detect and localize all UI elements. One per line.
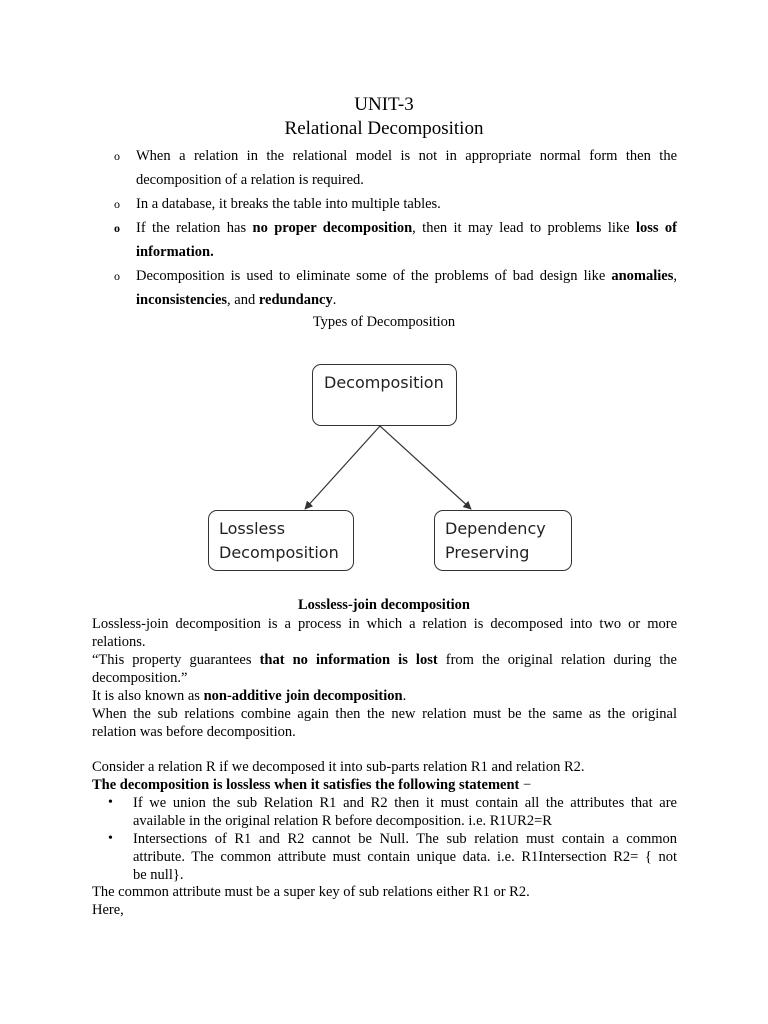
bullet-text-line: information.: [136, 244, 214, 260]
bullet-text-line: When a relation in the relational model is not in appropriate normal form then the: [136, 148, 677, 164]
lossless-node: [208, 510, 354, 571]
bullet-marker: o: [114, 197, 120, 211]
paragraph-line: It is also known as non-additive join decomposition.: [92, 688, 407, 704]
paragraph-line: “This property guarantees that no information is lost from the original relation during the: [92, 652, 677, 668]
page-title: Relational Decomposition: [284, 118, 484, 139]
paragraph-line: Consider a relation R if we decomposed it into sub-parts relation R1 and relation R2.: [92, 759, 585, 775]
bullet-text-line: In a database, it breaks the table into multiple tables.: [136, 196, 441, 212]
bullet-marker: o: [114, 269, 120, 283]
condition-line: attribute. The common attribute must contain unique data. i.e. R1Intersection R2= { not: [133, 849, 677, 865]
bullet-marker: •: [108, 795, 113, 810]
paragraph-line: Lossless-join decomposition is a process in which a relation is decomposed into two or more: [92, 616, 677, 632]
arrow-right: [380, 426, 471, 509]
node-label: Preserving: [445, 543, 530, 562]
condition-line: Intersections of R1 and R2 cannot be Null. The sub relation must contain a common: [133, 831, 677, 847]
node-label: Lossless: [219, 519, 286, 538]
unit-heading: UNIT-3: [354, 94, 414, 115]
bullet-marker: •: [108, 831, 113, 846]
paragraph-line: relation was before decomposition.: [92, 724, 296, 740]
bullet-text-line: inconsistencies, and redundancy.: [136, 292, 337, 308]
bullet-marker: o: [114, 221, 120, 235]
condition-line: be null}.: [133, 867, 184, 883]
paragraph-line: The decomposition is lossless when it satisfies the following statement −: [92, 777, 532, 793]
bullet-text-line: Decomposition is used to eliminate some of the problems of bad design like anomalies,: [136, 268, 677, 284]
bullet-text-line: If the relation has no proper decomposition, then it may lead to problems like loss of: [136, 220, 677, 236]
node-label: Dependency: [445, 519, 546, 538]
decomposition-node: [312, 364, 457, 426]
paragraph-line: When the sub relations combine again then the new relation must be the same as the original: [92, 706, 677, 722]
bullet-text-line: decomposition of a relation is required.: [136, 172, 364, 188]
paragraph-line: relations.: [92, 634, 146, 650]
paragraph-line: decomposition.”: [92, 670, 188, 686]
condition-line: If we union the sub Relation R1 and R2 then it must contain all the attributes that are: [133, 795, 677, 811]
node-label: Decomposition: [219, 543, 339, 562]
node-label: Decomposition: [324, 373, 444, 392]
condition-line: available in the original relation R before decomposition. i.e. R1UR2=R: [133, 813, 552, 829]
bullet-marker: o: [114, 149, 120, 163]
types-heading: Types of Decomposition: [312, 314, 456, 330]
dependency-node: [434, 510, 572, 571]
paragraph-line: The common attribute must be a super key of sub relations either R1 or R2.: [92, 884, 530, 900]
arrow-left: [305, 426, 380, 509]
paragraph-line: Here,: [92, 902, 124, 918]
section-heading: Lossless-join decomposition: [297, 597, 470, 613]
